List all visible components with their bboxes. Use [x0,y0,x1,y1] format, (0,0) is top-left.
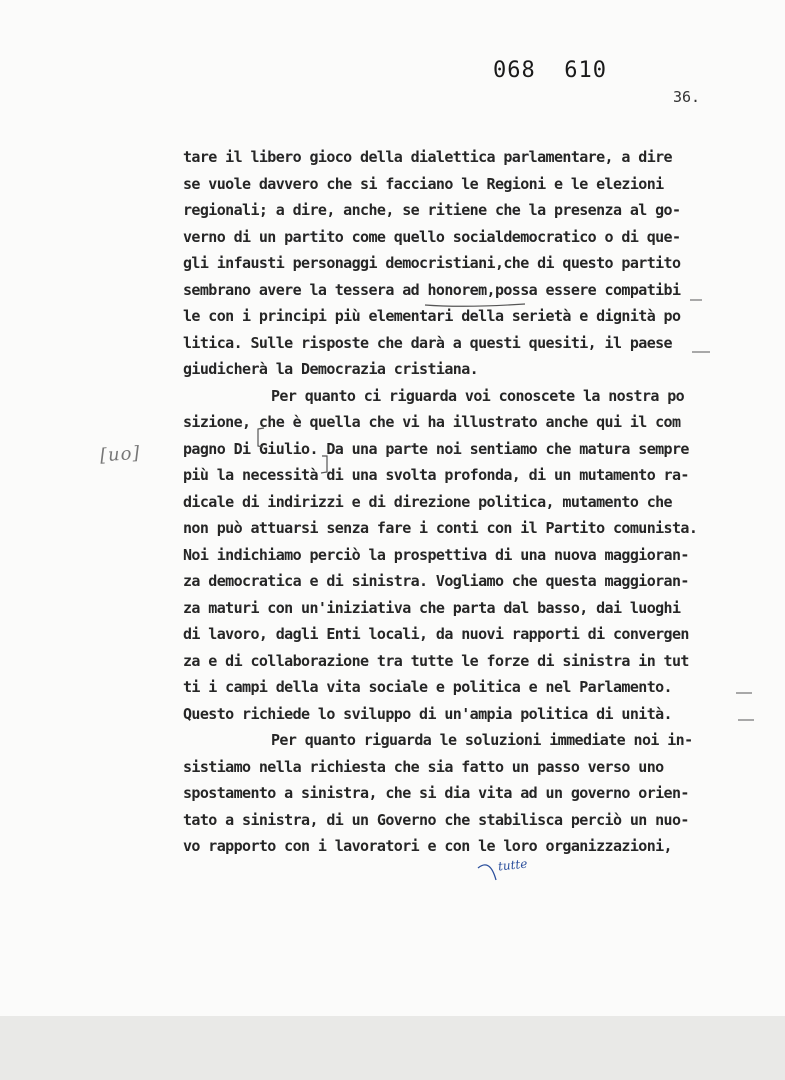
text-line: se vuole davvero che si facciano le Regioni e le elezioni [183,174,664,193]
text-line: le con i principi più elementari della serietà e dignità po [183,307,681,325]
text-line: za democratica e di sinistra. Vogliamo che questa maggioran- [183,572,689,590]
margin-annotation: [uo] [99,442,142,467]
page-number: 36. [673,88,701,106]
text-line: tare il libero gioco della dialettica parlamentare, a dire [183,148,672,166]
paragraph-start-line: Per quanto ci riguarda voi conoscete la nostra po [271,386,685,405]
text-line: di lavoro, dagli Enti locali, da nuovi rapporti di convergen [183,625,689,643]
handwritten-insertion: tutte [497,856,528,874]
text-line: sizione, che è quella che vi ha illustrato anche qui il com [183,413,681,431]
text-line: Noi indichiamo perciò la prospettiva di una nuova maggioran- [183,545,689,564]
text-line: non può attuarsi senza fare i conti con il Partito comunista. [183,519,698,537]
text-line: Questo richiede lo sviluppo di un'ampia politica di unità. [183,704,672,723]
text-line: spostamento a sinistra, che si dia vita ad un governo orien- [183,784,689,802]
text-line: litica. Sulle risposte che darà a questi quesiti, il paese [183,333,672,352]
paragraph-start-line: Per quanto riguarda le soluzioni immediate noi in- [271,731,693,749]
scan-margin [0,1016,785,1080]
text-line: sistiamo nella richiesta che sia fatto un passo verso uno [183,757,664,776]
typewritten-text [183,144,763,860]
text-line: regionali; a dire, anche, se ritiene che la presenza al go- [183,201,681,219]
text-line: più la necessità di una svolta profonda, di un mutamento ra- [183,466,689,484]
text-line: verno di un partito come quello socialdemocratico o di que- [183,227,681,246]
text-line: sembrano avere la tessera ad honorem,possa essere compatibi [183,280,681,299]
text-line: ti i campi della vita sociale e politica e nel Parlamento. [183,678,672,696]
insertion-caret [478,865,496,880]
text-line: vo rapporto con i lavoratori e con le loro organizzazioni, [183,837,672,855]
text-line: za e di collaborazione tra tutte le forze di sinistra in tut [183,651,689,670]
text-line: tato a sinistra, di un Governo che stabilisca perciò un nuo- [183,810,689,829]
text-line: za maturi con un'iniziativa che parta dal basso, dai luoghi [183,598,681,617]
document-number: 068 610 [493,58,607,83]
text-line: pagno Di Giulio. Da una parte noi sentiamo che matura sempre [183,439,689,458]
text-line: giudicherà la Democrazia cristiana. [183,360,479,378]
text-line: gli infausti personaggi democristiani,che di questo partito [183,254,681,272]
text-line: dicale di indirizzi e di direzione politica, mutamento che [183,492,672,511]
